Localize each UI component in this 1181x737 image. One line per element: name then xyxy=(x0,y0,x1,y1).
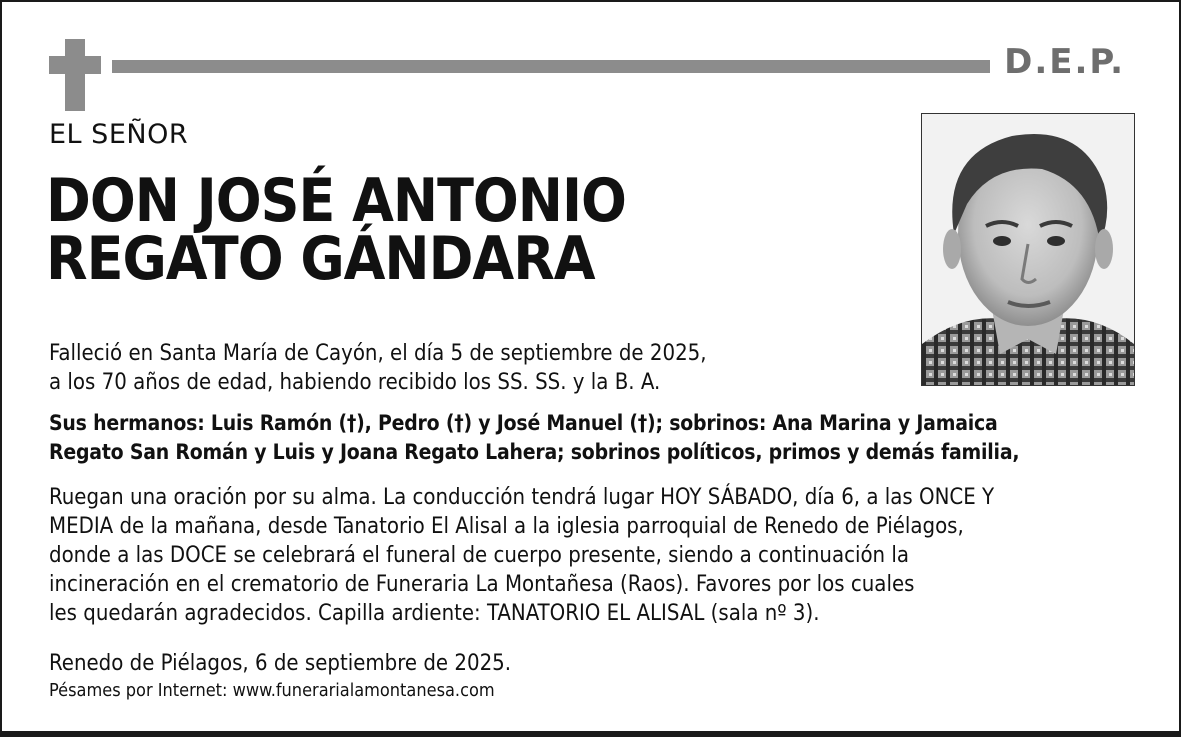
deceased-name-line-1: DON JOSÉ ANTONIO xyxy=(46,166,626,236)
family-list xyxy=(49,409,1149,467)
service-details-line: MEDIA de la mañana, desde Tanatorio El Alisal a la iglesia parroquial de Renedo de Piélagos, xyxy=(49,514,964,539)
service-details-line: les quedarán agradecidos. Capilla ardiente: TANATORIO EL ALISAL (sala nº 3). xyxy=(49,601,820,626)
deceased-name-line-2: REGATO GÁNDARA xyxy=(46,224,595,294)
portrait-photo xyxy=(921,113,1135,386)
deceased-name xyxy=(46,166,906,294)
death-details-line: a los 70 años de edad, habiendo recibido los SS. SS. y la B. A. xyxy=(49,370,661,395)
service-details-line: incineración en el crematorio de Funeraria La Montañesa (Raos). Favores por los cuales xyxy=(49,572,915,597)
family-list-line: Sus hermanos: Luis Ramón (†), Pedro (†) y José Manuel (†); sobrinos: Ana Marina y Jamaica xyxy=(49,411,998,435)
dep-label: D.E.P. xyxy=(1004,42,1125,82)
header-rule xyxy=(112,60,990,73)
cross-icon xyxy=(49,39,101,111)
family-list-line: Regato San Román y Luis y Joana Regato Lahera; sobrinos políticos, primos y demás familia, xyxy=(49,440,1020,464)
service-details-line: donde a las DOCE se celebrará el funeral de cuerpo presente, siendo a continuación la xyxy=(49,543,910,568)
title-label: EL SEÑOR xyxy=(49,119,189,150)
condolences-link[interactable]: Pésames por Internet: www.funerarialamontanesa.com xyxy=(49,680,495,701)
death-details-line: Falleció en Santa María de Cayón, el día 5 de septiembre de 2025, xyxy=(49,341,707,366)
place-date: Renedo de Piélagos, 6 de septiembre de 2025. xyxy=(49,651,512,676)
service-details-line: Ruegan una oración por su alma. La conducción tendrá lugar HOY SÁBADO, día 6, a las ONCE Y xyxy=(49,485,995,510)
portrait-image xyxy=(922,114,1134,385)
service-details xyxy=(49,483,1159,628)
death-details xyxy=(49,339,909,397)
